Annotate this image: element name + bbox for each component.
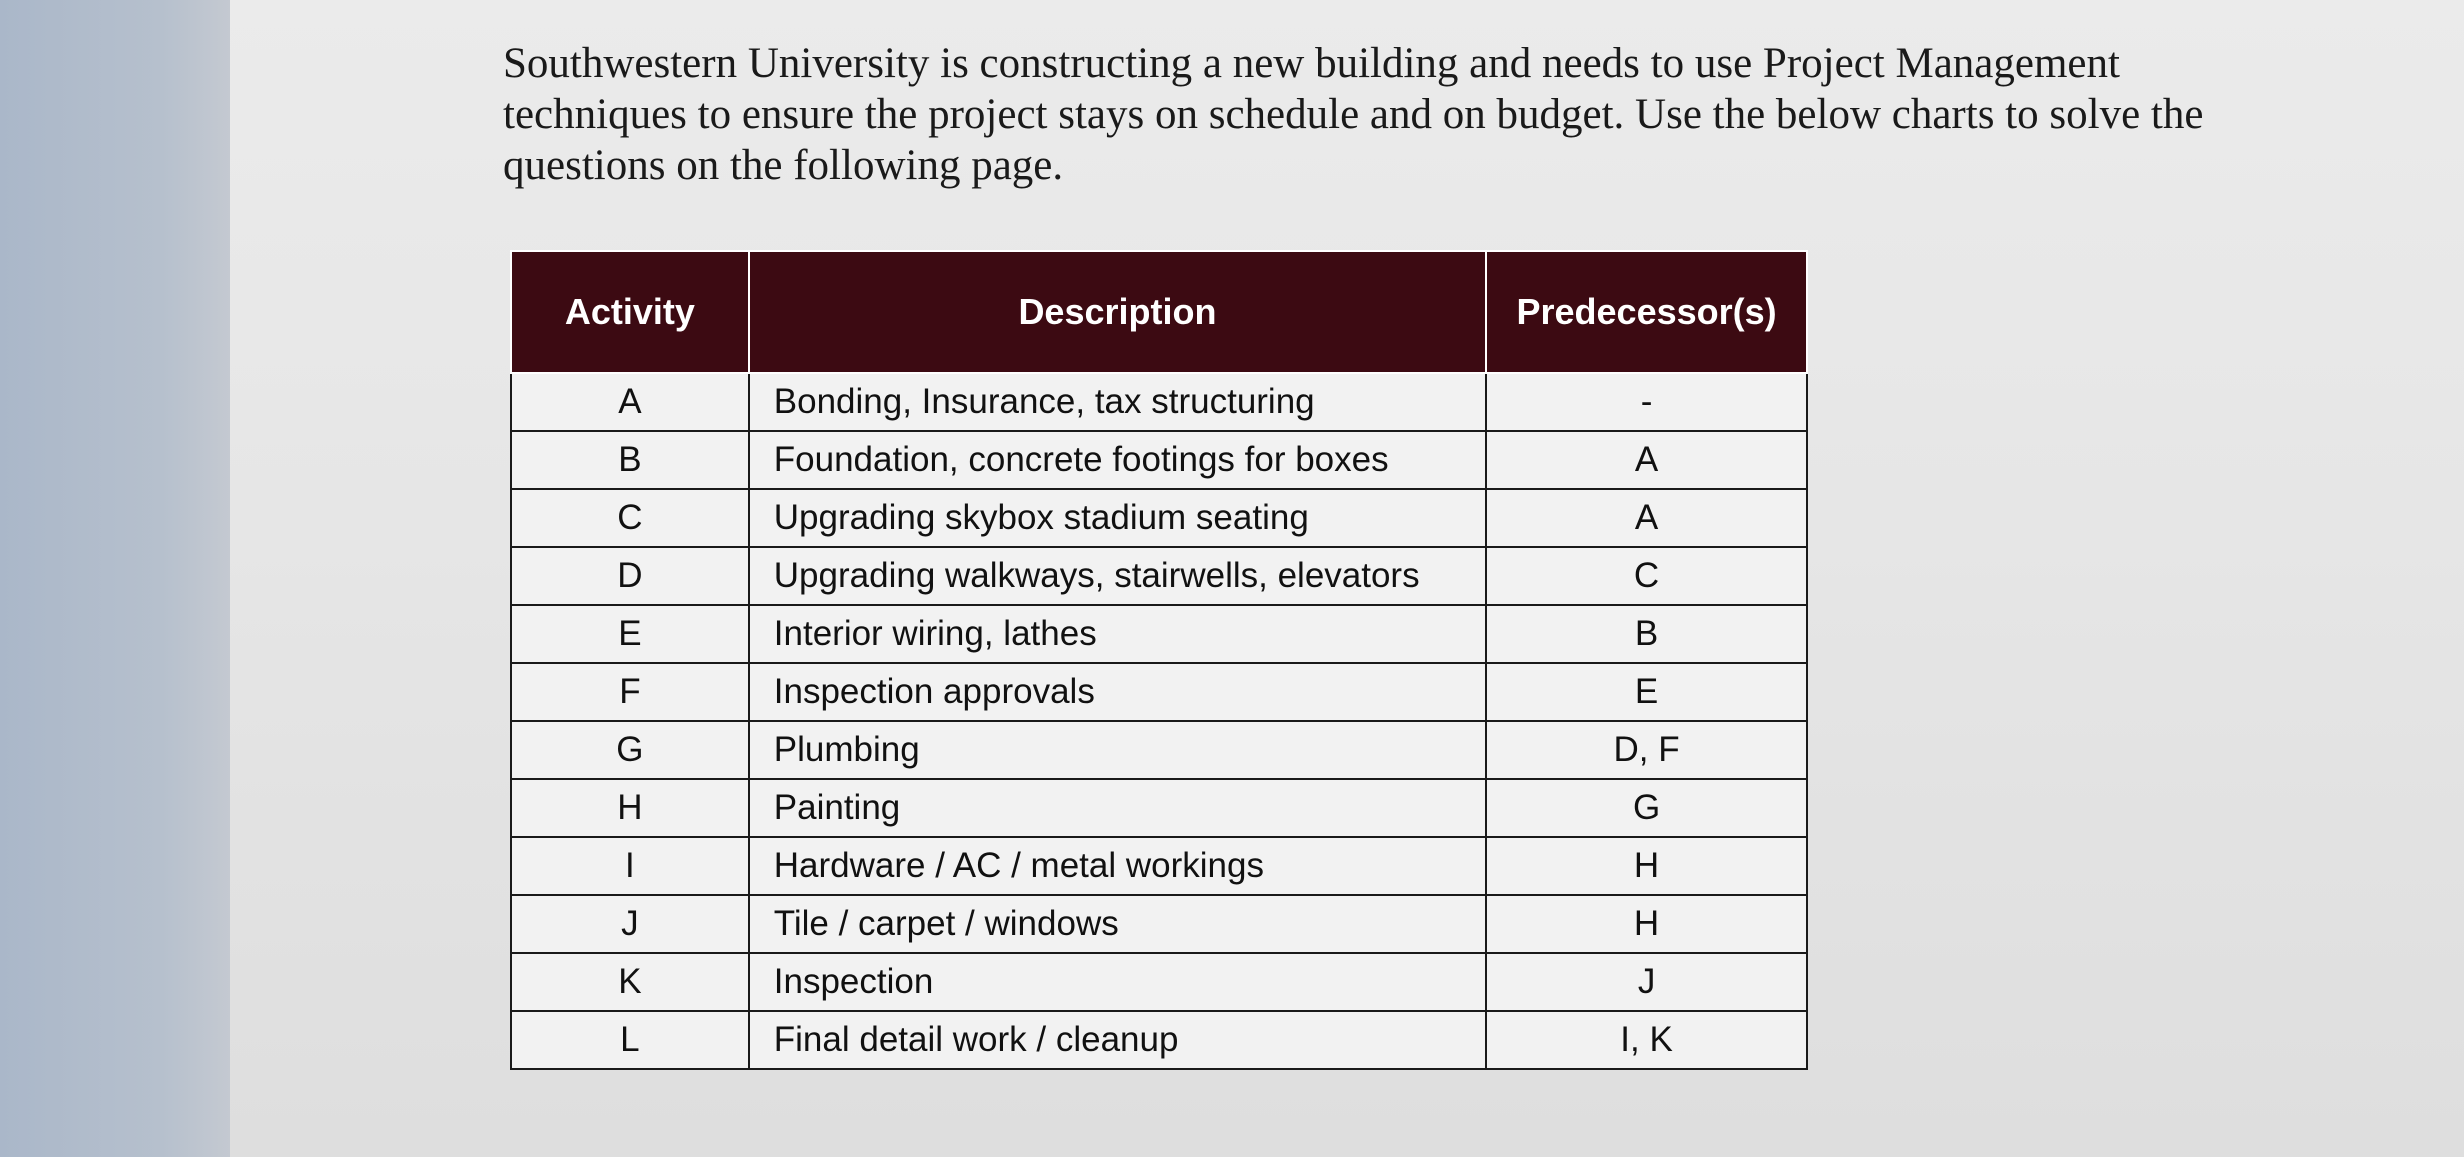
activity-cell: E xyxy=(511,605,749,663)
table-row xyxy=(511,489,1807,547)
predecessor-cell: E xyxy=(1486,663,1807,721)
activity-cell: K xyxy=(511,953,749,1011)
table-row xyxy=(511,779,1807,837)
table-row xyxy=(511,373,1807,431)
activity-cell: L xyxy=(511,1011,749,1069)
predecessor-cell: I, K xyxy=(1486,1011,1807,1069)
description-cell: Interior wiring, lathes xyxy=(749,605,1486,663)
intro-line-3: questions on the following page. xyxy=(503,142,1064,189)
activity-cell: H xyxy=(511,779,749,837)
table-row xyxy=(511,547,1807,605)
predecessor-cell: C xyxy=(1486,547,1807,605)
activity-cell: J xyxy=(511,895,749,953)
description-cell: Tile / carpet / windows xyxy=(749,895,1486,953)
predecessor-cell: J xyxy=(1486,953,1807,1011)
header-predecessors: Predecessor(s) xyxy=(1486,251,1807,373)
predecessor-cell: H xyxy=(1486,837,1807,895)
predecessor-cell: G xyxy=(1486,779,1807,837)
predecessor-cell: H xyxy=(1486,895,1807,953)
table-row xyxy=(511,895,1807,953)
predecessor-cell: - xyxy=(1486,373,1807,431)
table-header xyxy=(511,251,1807,373)
intro-line-1: Southwestern University is constructing a new building and needs to use Project Management xyxy=(503,40,2120,87)
activity-cell: A xyxy=(511,373,749,431)
left-margin-strip xyxy=(0,0,230,1157)
activity-cell: C xyxy=(511,489,749,547)
table-row xyxy=(511,837,1807,895)
description-cell: Final detail work / cleanup xyxy=(749,1011,1486,1069)
description-cell: Plumbing xyxy=(749,721,1486,779)
activities-table xyxy=(510,250,1808,1070)
description-cell: Bonding, Insurance, tax structuring xyxy=(749,373,1486,431)
predecessor-cell: D, F xyxy=(1486,721,1807,779)
header-row xyxy=(511,251,1807,373)
activity-cell: D xyxy=(511,547,749,605)
activity-cell: I xyxy=(511,837,749,895)
activity-cell: G xyxy=(511,721,749,779)
table-row xyxy=(511,605,1807,663)
activity-cell: B xyxy=(511,431,749,489)
description-cell: Upgrading walkways, stairwells, elevators xyxy=(749,547,1486,605)
table-row xyxy=(511,1011,1807,1069)
description-cell: Hardware / AC / metal workings xyxy=(749,837,1486,895)
description-cell: Inspection approvals xyxy=(749,663,1486,721)
table-body xyxy=(511,373,1807,1069)
predecessor-cell: A xyxy=(1486,489,1807,547)
description-cell: Foundation, concrete footings for boxes xyxy=(749,431,1486,489)
table-row xyxy=(511,953,1807,1011)
activity-cell: F xyxy=(511,663,749,721)
table-row xyxy=(511,721,1807,779)
intro-paragraph xyxy=(503,38,2303,191)
header-activity: Activity xyxy=(511,251,749,373)
table-row xyxy=(511,431,1807,489)
predecessor-cell: A xyxy=(1486,431,1807,489)
predecessor-cell: B xyxy=(1486,605,1807,663)
description-cell: Inspection xyxy=(749,953,1486,1011)
description-cell: Painting xyxy=(749,779,1486,837)
header-description: Description xyxy=(749,251,1486,373)
table-row xyxy=(511,663,1807,721)
description-cell: Upgrading skybox stadium seating xyxy=(749,489,1486,547)
intro-line-2: techniques to ensure the project stays on schedule and on budget. Use the below charts to solve the xyxy=(503,91,2204,138)
